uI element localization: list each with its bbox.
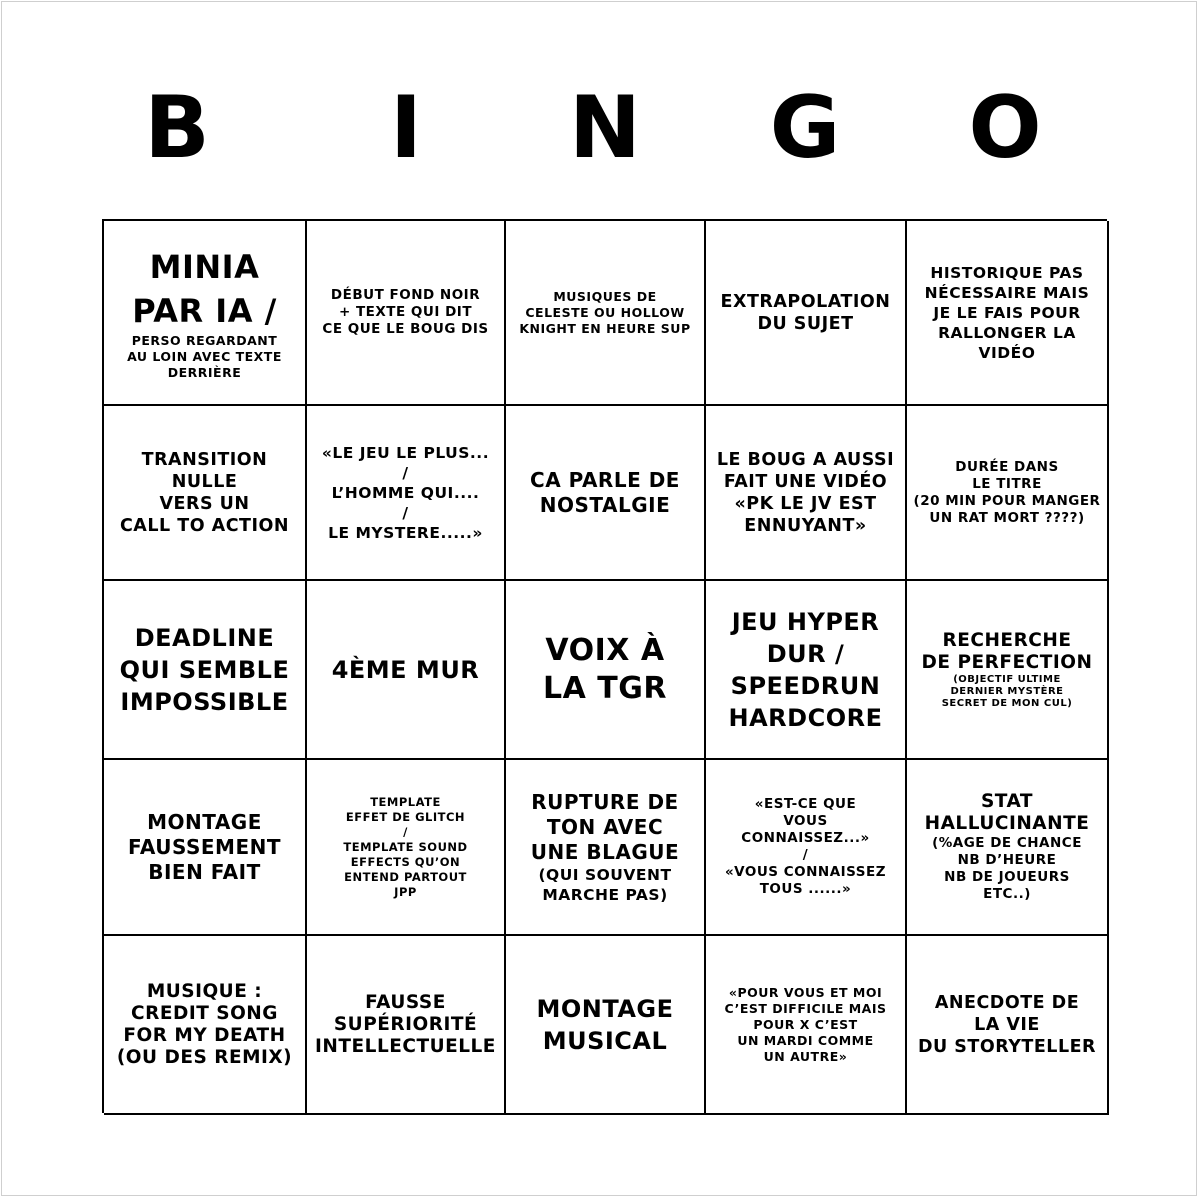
- bingo-cell-5-2[interactable]: [307, 936, 506, 1115]
- bingo-cell-4-1[interactable]: [104, 760, 307, 936]
- cell-text: LA TGR: [543, 670, 667, 706]
- cell-text: VOIX À: [545, 632, 665, 668]
- title-letter-b: B: [144, 78, 210, 178]
- bingo-cell-5-1[interactable]: [104, 936, 307, 1115]
- cell-text: NB D’HEURE: [957, 852, 1057, 868]
- cell-text: CALL TO ACTION: [119, 515, 290, 536]
- cell-text: UN RAT MORT ????): [929, 509, 1085, 526]
- cell-text: IMPOSSIBLE: [120, 687, 289, 716]
- title-letter-i: I: [390, 78, 422, 178]
- cell-text: ENNUYANT»: [744, 515, 867, 536]
- cell-text: MARCHE PAS): [542, 885, 668, 904]
- cell-text: PERSO REGARDANT: [131, 332, 278, 348]
- cell-text: /: [402, 463, 409, 482]
- bingo-cell-3-1[interactable]: [104, 581, 307, 760]
- cell-text: KNIGHT EN HEURE SUP: [519, 320, 691, 336]
- bingo-cell-1-3[interactable]: [506, 221, 706, 406]
- cell-text: EXTRAPOLATION: [720, 291, 891, 312]
- cell-text: DEADLINE: [134, 623, 275, 652]
- cell-text: NÉCESSAIRE MAIS: [924, 283, 1090, 302]
- bingo-cell-1-2[interactable]: [307, 221, 506, 406]
- cell-text: POUR X C’EST: [753, 1016, 858, 1032]
- cell-text: VOUS: [783, 813, 828, 829]
- cell-text: SUPÉRIORITÉ: [333, 1013, 478, 1035]
- bingo-cell-4-2[interactable]: [307, 760, 506, 936]
- title-letter-o: O: [968, 78, 1042, 178]
- cell-text: L’HOMME QUI....: [331, 483, 480, 502]
- bingo-cell-3-3[interactable]: [506, 581, 706, 760]
- cell-text: PAR IA /: [132, 291, 277, 330]
- cell-text: TON AVEC: [546, 814, 664, 839]
- cell-text: /: [403, 824, 408, 839]
- cell-text: CREDIT SONG: [131, 1002, 278, 1024]
- cell-text: (OBJECTIF ULTIME: [953, 673, 1061, 685]
- cell-text: «LE JEU LE PLUS...: [321, 443, 490, 462]
- cell-text: MONTAGE: [147, 809, 262, 834]
- cell-text: LE TITRE: [972, 475, 1042, 492]
- cell-text: FAIT UNE VIDÉO: [723, 471, 888, 492]
- cell-text: CE QUE LE BOUG DIS: [322, 321, 489, 337]
- cell-text: MUSIQUE :: [146, 980, 263, 1002]
- bingo-cell-2-5[interactable]: [907, 406, 1109, 581]
- bingo-cell-5-3[interactable]: [506, 936, 706, 1115]
- bingo-cell-2-1[interactable]: [104, 406, 307, 581]
- bingo-cell-3-4[interactable]: [706, 581, 907, 760]
- bingo-cell-5-5[interactable]: [907, 936, 1109, 1115]
- bingo-cell-3-5[interactable]: [907, 581, 1109, 760]
- cell-text: LA VIE: [974, 1014, 1040, 1035]
- bingo-grid: [102, 219, 1107, 1113]
- cell-text: NB DE JOUEURS: [944, 869, 1070, 885]
- cell-text: FAUSSEMENT: [128, 834, 281, 859]
- cell-text: «POUR VOUS ET MOI: [728, 984, 883, 1000]
- cell-text: FAUSSE: [365, 991, 446, 1013]
- cell-text: MUSICAL: [542, 1026, 668, 1055]
- cell-text: RUPTURE DE: [531, 789, 679, 814]
- cell-text: (%AGE DE CHANCE: [932, 835, 1082, 851]
- cell-text: LE BOUG A AUSSI: [716, 449, 895, 470]
- cell-text: DURÉE DANS: [955, 458, 1059, 475]
- cell-text: EFFET DE GLITCH: [345, 809, 466, 824]
- cell-text: DÉBUT FOND NOIR: [330, 287, 481, 303]
- bingo-cell-2-2[interactable]: [307, 406, 506, 581]
- cell-text: ENTEND PARTOUT: [344, 869, 467, 884]
- cell-text: NOSTALGIE: [539, 492, 671, 517]
- bingo-cell-2-3[interactable]: [506, 406, 706, 581]
- cell-text: 4ÈME MUR: [331, 655, 480, 684]
- cell-text: CELESTE OU HOLLOW: [525, 304, 685, 320]
- cell-text: ANECDOTE DE: [934, 992, 1080, 1013]
- cell-text: INTELLECTUELLE: [315, 1035, 496, 1057]
- cell-text: SECRET DE MON CUL): [941, 697, 1073, 709]
- cell-text: (20 MIN POUR MANGER: [913, 492, 1101, 509]
- bingo-cell-1-4[interactable]: [706, 221, 907, 406]
- cell-text: «EST-CE QUE: [754, 796, 857, 812]
- cell-text: HISTORIQUE PAS: [930, 263, 1084, 282]
- cell-text: STAT: [980, 791, 1033, 812]
- cell-text: DE PERFECTION: [921, 651, 1093, 673]
- cell-text: TRANSITION: [141, 449, 268, 470]
- cell-text: DU STORYTELLER: [917, 1036, 1097, 1057]
- cell-text: NULLE: [171, 471, 238, 492]
- cell-text: ETC..): [983, 886, 1031, 902]
- bingo-title: [0, 78, 1200, 178]
- cell-text: AU LOIN AVEC TEXTE: [127, 348, 282, 364]
- cell-text: TEMPLATE SOUND: [343, 839, 468, 854]
- cell-text: UNE BLAGUE: [530, 839, 680, 864]
- cell-text: FOR MY DEATH: [123, 1024, 286, 1046]
- title-letter-n: N: [569, 78, 641, 178]
- cell-text: SPEEDRUN: [730, 671, 881, 700]
- bingo-cell-4-3[interactable]: [506, 760, 706, 936]
- cell-text: TEMPLATE: [370, 794, 441, 809]
- cell-text: UN MARDI COMME: [737, 1032, 874, 1048]
- cell-text: (OU DES REMIX): [116, 1046, 293, 1068]
- cell-text: DERRIÈRE: [167, 364, 242, 380]
- cell-text: QUI SEMBLE: [119, 655, 290, 684]
- cell-text: UN AUTRE»: [763, 1048, 848, 1064]
- cell-text: HALLUCINANTE: [924, 813, 1090, 834]
- bingo-cell-2-4[interactable]: [706, 406, 907, 581]
- cell-text: VERS UN: [159, 493, 250, 514]
- cell-text: «PK LE JV EST: [734, 493, 877, 514]
- cell-text: /: [802, 847, 809, 863]
- cell-text: DUR /: [766, 639, 845, 668]
- cell-text: TOUS ......»: [759, 881, 852, 897]
- cell-text: (QUI SOUVENT: [538, 865, 672, 884]
- cell-text: /: [402, 503, 409, 522]
- cell-text: CONNAISSEZ...»: [741, 830, 870, 846]
- cell-text: VIDÉO: [978, 343, 1036, 362]
- cell-text: LE MYSTERE.....»: [328, 523, 483, 542]
- cell-text: C’EST DIFFICILE MAIS: [724, 1000, 887, 1016]
- cell-text: DU SUJET: [757, 313, 854, 334]
- bingo-cell-1-1[interactable]: [104, 221, 307, 406]
- cell-text: JPP: [394, 884, 417, 899]
- cell-text: + TEXTE QUI DIT: [338, 304, 473, 320]
- bingo-cell-4-4[interactable]: [706, 760, 907, 936]
- bingo-cell-4-5[interactable]: [907, 760, 1109, 936]
- bingo-cell-5-4[interactable]: [706, 936, 907, 1115]
- cell-text: JEU HYPER: [731, 607, 880, 636]
- cell-text: RALLONGER LA: [938, 323, 1076, 342]
- cell-text: MINIA: [149, 247, 260, 286]
- cell-text: MONTAGE: [536, 994, 674, 1023]
- cell-text: «VOUS CONNAISSEZ: [724, 864, 887, 880]
- cell-text: MUSIQUES DE: [553, 288, 657, 304]
- cell-text: DERNIER MYSTÈRE: [950, 685, 1064, 697]
- cell-text: HARDCORE: [728, 703, 883, 732]
- cell-text: JE LE FAIS POUR: [933, 303, 1081, 322]
- title-letter-g: G: [769, 78, 841, 178]
- cell-text: RECHERCHE: [942, 629, 1072, 651]
- bingo-cell-3-2[interactable]: [307, 581, 506, 760]
- bingo-cell-1-5[interactable]: [907, 221, 1109, 406]
- cell-text: CA PARLE DE: [530, 467, 680, 492]
- cell-text: BIEN FAIT: [148, 859, 261, 884]
- cell-text: EFFECTS QU’ON: [350, 854, 461, 869]
